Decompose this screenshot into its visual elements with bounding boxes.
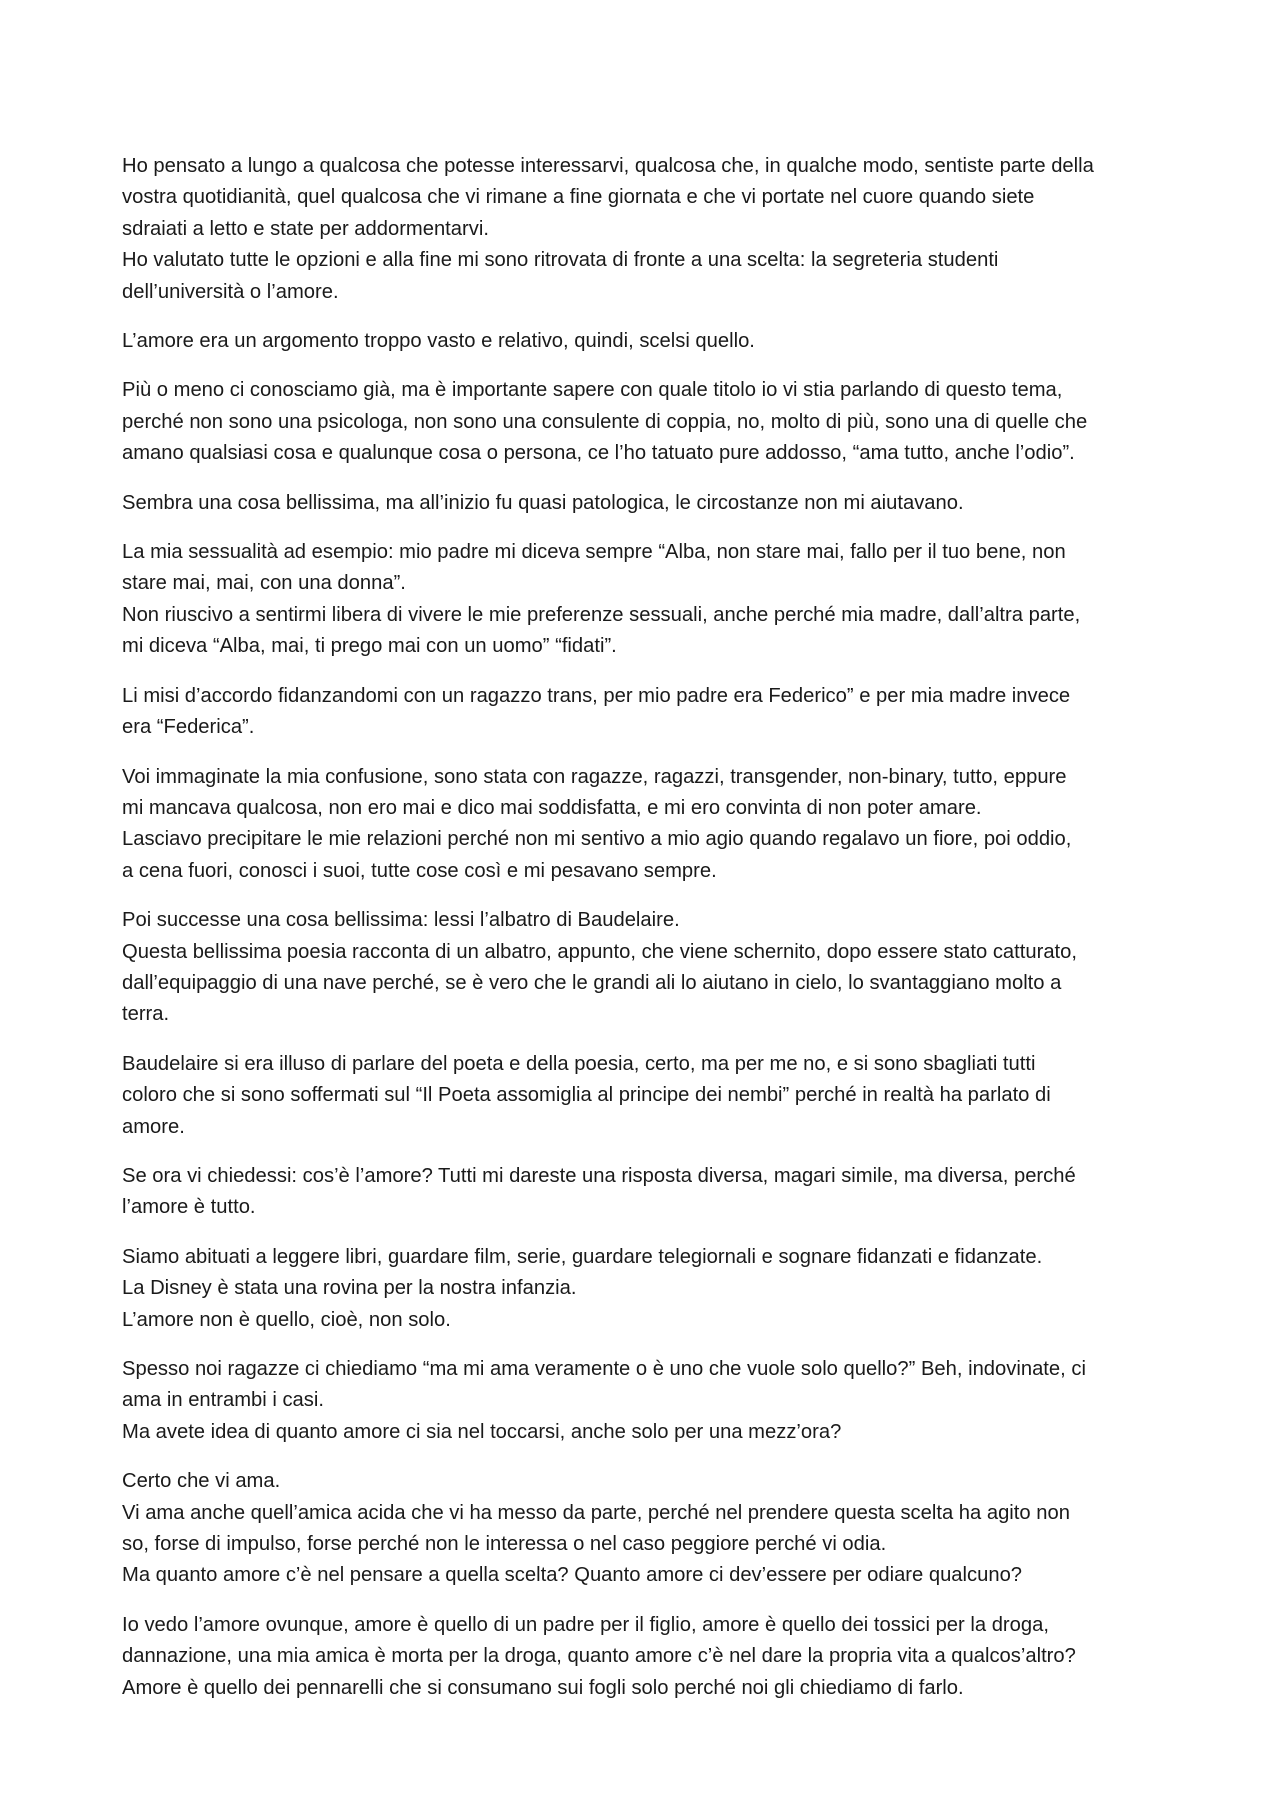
paragraph — [122, 1161, 1172, 1224]
text-line: Questa bellissima poesia racconta di un albatro, appunto, che viene schernito, dopo essere stato catturato, — [122, 940, 1077, 963]
text-line: Sembra una cosa bellissima, ma all’inizio fu quasi patologica, le circostanze non mi aiutavano. — [122, 491, 964, 514]
text-line: coloro che si sono soffermati sul “Il Poeta assomiglia al principe dei nembi” perché in realtà ha parlato di — [122, 1084, 1051, 1107]
text-line: Amore è quello dei pennarelli che si consumano sui fogli solo perché noi gli chiediamo di farlo. — [122, 1676, 964, 1699]
text-line: Li misi d’accordo fidanzandomi con un ragazzo trans, per mio padre era Federico” e per mia madre invece — [122, 684, 1071, 707]
paragraph — [122, 375, 1172, 469]
text-line: so, forse di impulso, forse perché non le interessa o nel caso peggiore perché vi odia. — [122, 1533, 887, 1556]
text-line: L’amore non è quello, cioè, non solo. — [122, 1308, 451, 1331]
paragraph — [122, 1354, 1172, 1448]
paragraph — [122, 151, 1172, 308]
text-line: L’amore era un argomento troppo vasto e relativo, quindi, scelsi quello. — [122, 330, 755, 353]
text-line: era “Federica”. — [122, 716, 255, 739]
text-line: Io vedo l’amore ovunque, amore è quello di un padre per il figlio, amore è quello dei tossici per la droga, — [122, 1613, 1049, 1636]
paragraph — [122, 1049, 1172, 1143]
text-line: amore. — [122, 1115, 185, 1138]
text-line: La mia sessualità ad esempio: mio padre mi diceva sempre “Alba, non stare mai, fallo per il tuo bene, non — [122, 541, 1066, 564]
text-line: Ho pensato a lungo a qualcosa che potesse interessarvi, qualcosa che, in qualche modo, sentiste parte della — [122, 155, 1094, 177]
text-line: stare mai, mai, con una donna”. — [122, 572, 406, 595]
text-line: Ma avete idea di quanto amore ci sia nel toccarsi, anche solo per una mezz’ora? — [122, 1420, 842, 1443]
text-line: Baudelaire si era illuso di parlare del poeta e della poesia, certo, ma per me no, e si sono sbagliati tutti — [122, 1052, 1036, 1075]
paragraph — [122, 905, 1172, 1031]
text-line: Lasciavo precipitare le mie relazioni perché non mi sentivo a mio agio quando regalavo un fiore, poi oddio, — [122, 828, 1072, 851]
text-line: Vi ama anche quell’amica acida che vi ha messo da parte, perché nel prendere questa scelta ha agito non — [122, 1501, 1070, 1524]
text-line: Non riuscivo a sentirmi libera di vivere le mie preferenze sessuali, anche perché mia madre, dall’altra parte, — [122, 603, 1081, 626]
text-line: Spesso noi ragazze ci chiediamo “ma mi ama veramente o è uno che vuole solo quello?” Beh, indovinate, ci — [122, 1358, 1086, 1380]
paragraph — [122, 681, 1172, 744]
text-line: amano qualsiasi cosa e qualunque cosa o persona, ce l’ho tatuato pure addosso, “ama tutto, anche l’odio”. — [122, 442, 1075, 465]
text-line: ama in entrambi i casi. — [122, 1389, 324, 1412]
text-line: mi diceva “Alba, mai, ti prego mai con un uomo” “fidati”. — [122, 635, 617, 658]
text-line: a cena fuori, conosci i suoi, tutte cose così e mi pesavano sempre. — [122, 859, 717, 882]
paragraph — [122, 1466, 1172, 1592]
text-line: sdraiati a letto e state per addormentarvi. — [122, 217, 489, 240]
text-line: Siamo abituati a leggere libri, guardare film, serie, guardare telegiornali e sognare fidanzati e fidanzate. — [122, 1245, 1043, 1268]
text-line: Certo che vi ama. — [122, 1470, 281, 1493]
paragraph — [122, 762, 1172, 888]
text-line: perché non sono una psicologa, non sono una consulente di coppia, no, molto di più, sono una di quelle che — [122, 410, 1088, 433]
text-line: Voi immaginate la mia confusione, sono stata con ragazze, ragazzi, transgender, non-binary, tutto, eppure — [122, 765, 1067, 788]
text-line: Poi successe una cosa bellissima: lessi l’albatro di Baudelaire. — [122, 909, 680, 932]
text-line: dall’equipaggio di una nave perché, se è vero che le grandi ali lo aiutano in cielo, lo svantaggiano molto a — [122, 971, 1062, 994]
text-line: Ho valutato tutte le opzioni e alla fine mi sono ritrovata di fronte a una scelta: la segreteria studenti — [122, 249, 999, 272]
text-line: Ma quanto amore c’è nel pensare a quella scelta? Quanto amore ci dev’essere per odiare qualcuno? — [122, 1564, 1023, 1587]
text-line: La Disney è stata una rovina per la nostra infanzia. — [122, 1277, 577, 1300]
paragraph — [122, 1610, 1172, 1704]
paragraph — [122, 1242, 1172, 1336]
paragraph — [122, 537, 1172, 663]
text-line: dell’università o l’amore. — [122, 280, 339, 303]
paragraph — [122, 488, 1172, 519]
text-line: terra. — [122, 1003, 170, 1026]
text-line: mi mancava qualcosa, non ero mai e dico mai soddisfatta, e mi ero convinta di non poter amare. — [122, 796, 982, 819]
text-line: l’amore è tutto. — [122, 1196, 256, 1219]
document-page — [122, 151, 1172, 1722]
text-line: vostra quotidianità, quel qualcosa che vi rimane a fine giornata e che vi portate nel cuore quando siete — [122, 186, 1035, 209]
text-line: Se ora vi chiedessi: cos’è l’amore? Tutti mi dareste una risposta diversa, magari simile, ma diversa, perché — [122, 1164, 1076, 1187]
text-line: Più o meno ci conosciamo già, ma è importante sapere con quale titolo io vi stia parlando di questo tema, — [122, 379, 1063, 402]
paragraph — [122, 326, 1172, 357]
text-line: dannazione, una mia amica è morta per la droga, quanto amore c’è nel dare la propria vita a qualcos’altro? — [122, 1645, 1076, 1668]
